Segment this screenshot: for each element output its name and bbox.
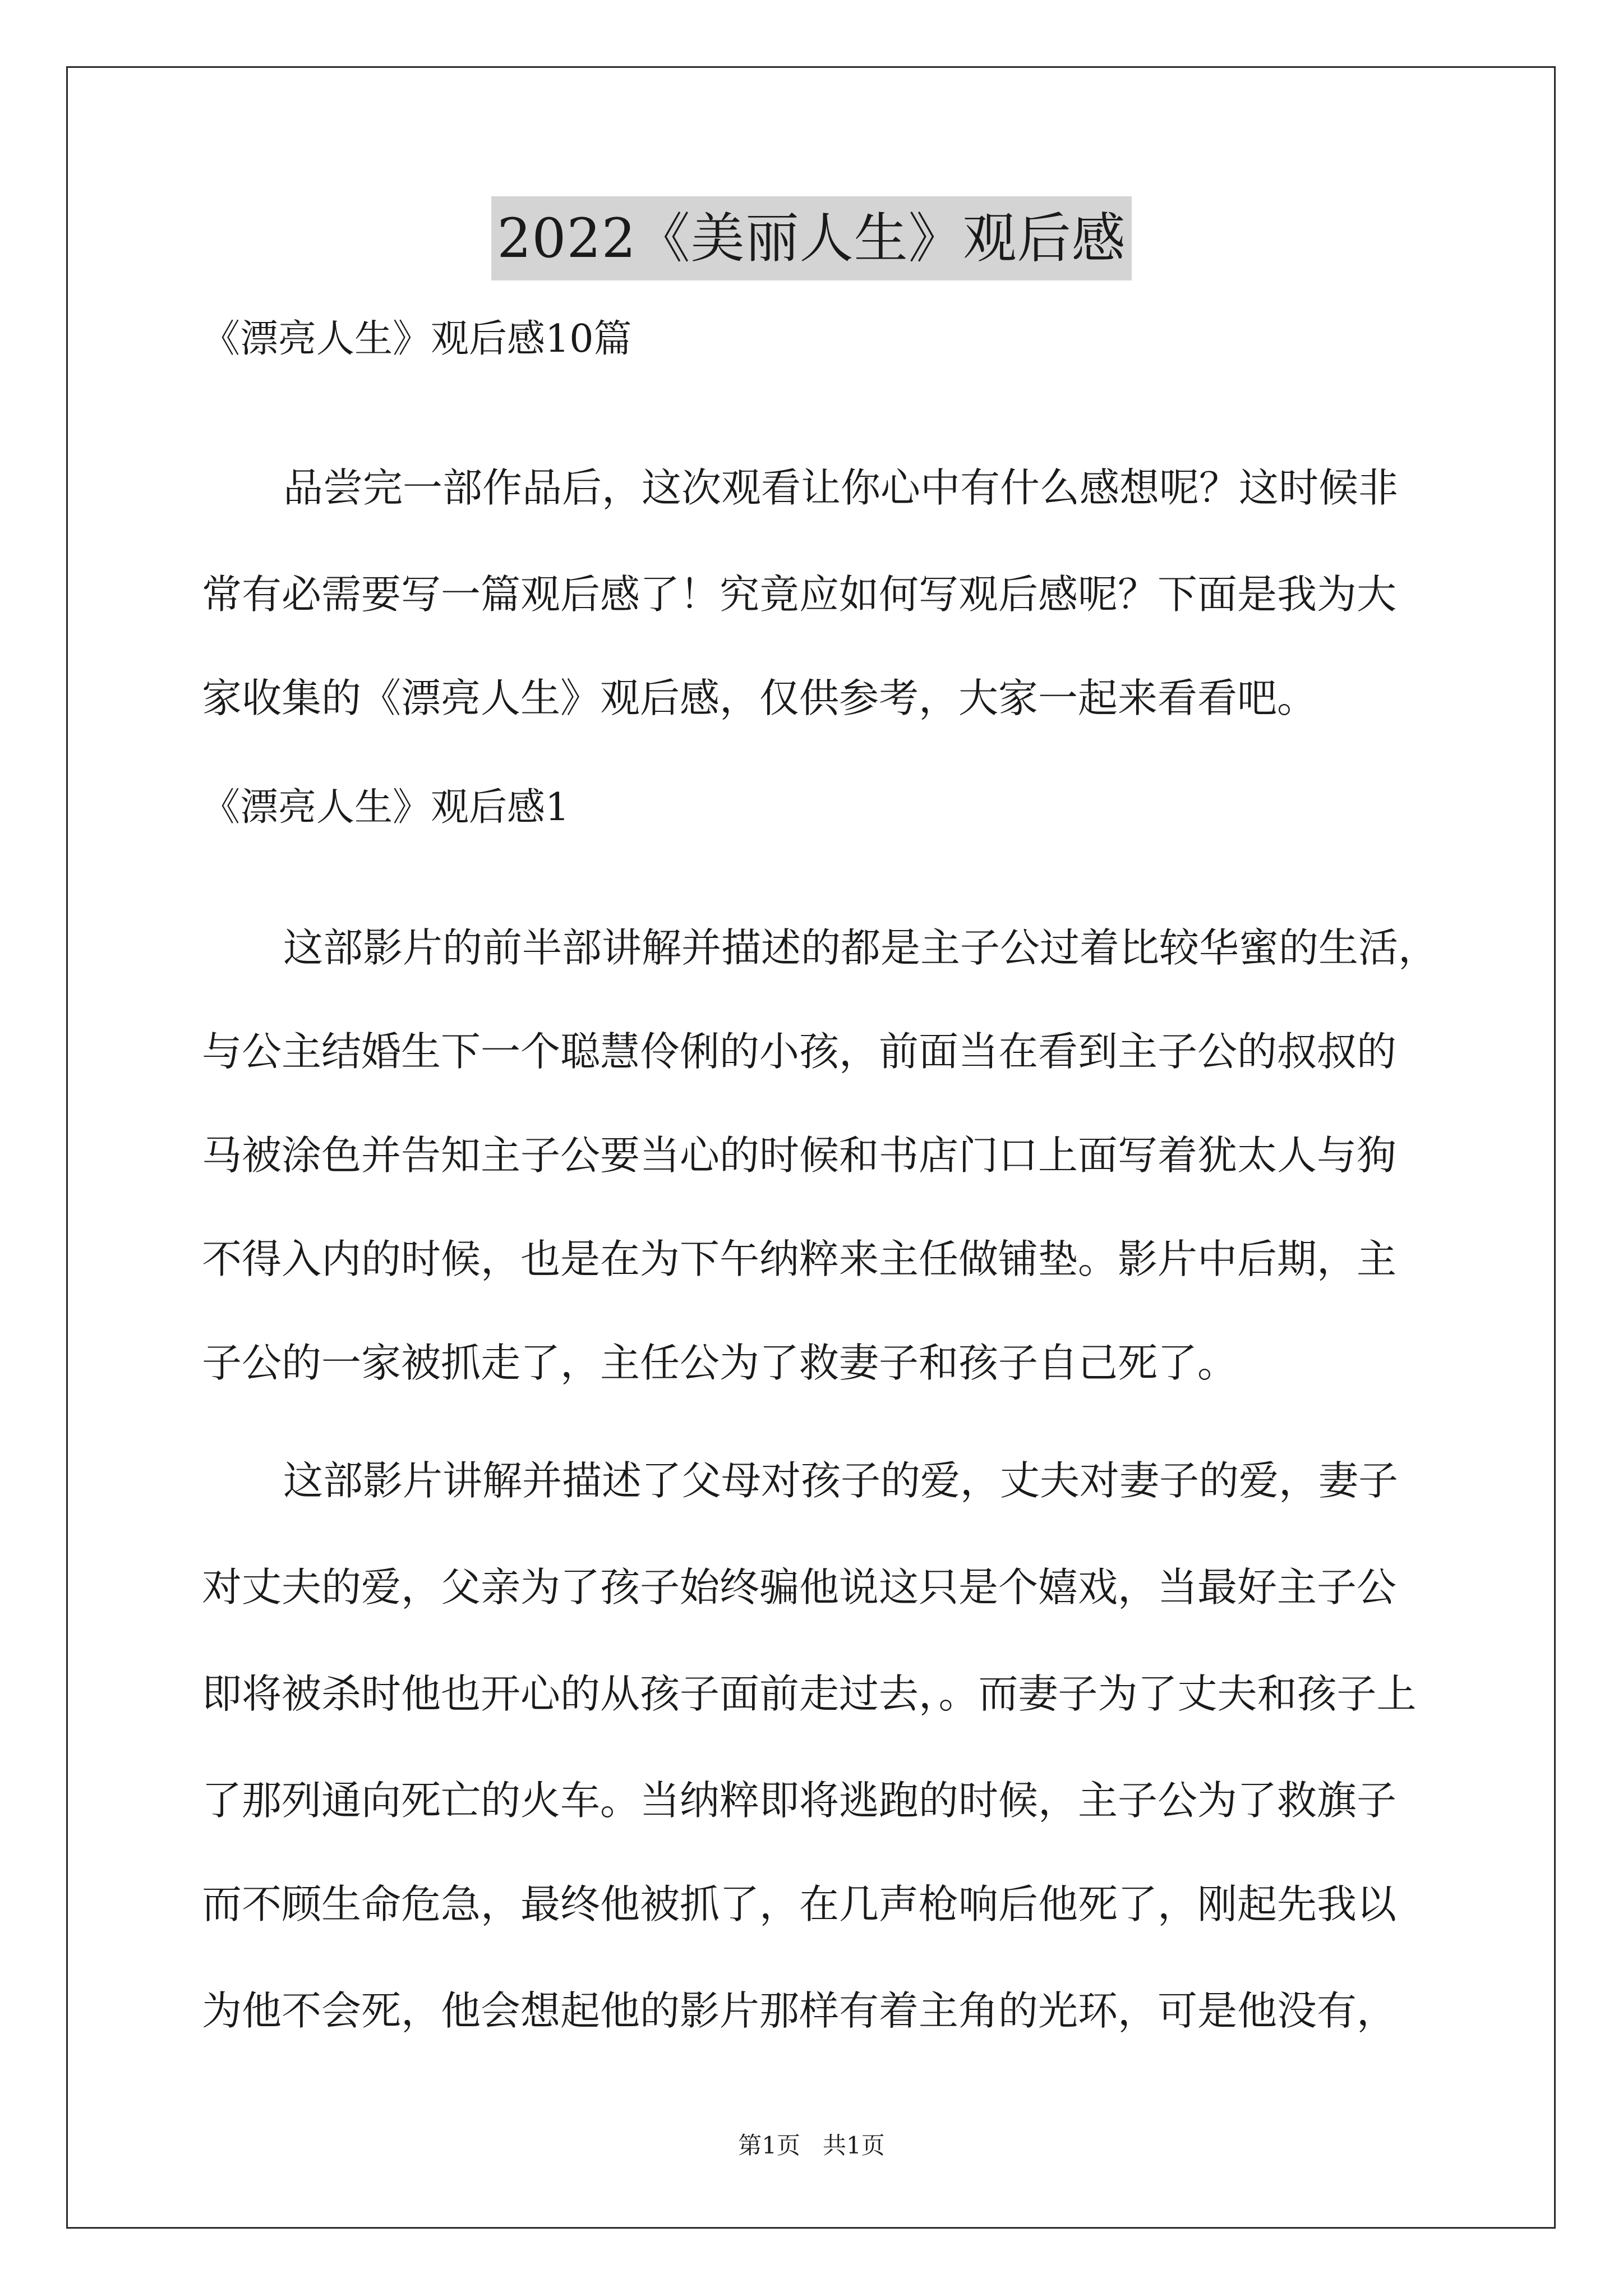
section-heading: 《漂亮人生》观后感1 — [202, 785, 570, 830]
document-title: 2022《美丽人生》观后感 — [491, 196, 1131, 280]
paragraph-line: 与公主结婚生下一个聪慧伶俐的小孩，前面当在看到主子公的叔叔的 — [202, 1028, 1397, 1075]
paragraph-line: 即将被杀时他也开心的从孩子面前走过去，。而妻子为了丈夫和孩子上 — [202, 1671, 1417, 1717]
paragraph-line: 子公的一家被抓走了，主任公为了救妻子和孩子自己死了。 — [202, 1340, 1238, 1386]
paragraph-line: 对丈夫的爱，父亲为了孩子始终骗他说这只是个嬉戏，当最好主子公 — [202, 1564, 1397, 1611]
paragraph-line: 马被涂色并告知主子公要当心的时候和书店门口上面写着犹太人与狗 — [202, 1132, 1397, 1179]
intro-line: 家收集的《漂亮人生》观后感，仅供参考，大家一起来看看吧。 — [202, 675, 1317, 721]
document-subtitle: 《漂亮人生》观后感10篇 — [202, 317, 632, 361]
paragraph-line: 不得入内的时候，也是在为下午纳粹来主任做铺垫。影片中后期，主 — [202, 1236, 1397, 1282]
paragraph-line: 为他不会死，他会想起他的影片那样有着主角的光环，可是他没有， — [202, 1987, 1397, 2034]
document-title-row — [0, 196, 1623, 296]
intro-line: 常有必需要写一篇观后感了！究竟应如何写观后感呢？下面是我为大 — [202, 571, 1397, 618]
page-footer: 第1页 共1页 — [738, 2132, 885, 2159]
paragraph-line: 这部影片讲解并描述了父母对孩子的爱，丈夫对妻子的爱，妻子 — [283, 1457, 1399, 1504]
paragraph-line: 了那列通向死亡的火车。当纳粹即将逃跑的时候，主子公为了救旗子 — [202, 1777, 1397, 1824]
intro-line: 品尝完一部作品后，这次观看让你心中有什么感想呢？这时候非 — [283, 464, 1399, 511]
paragraph-line: 而不顾生命危急，最终他被抓了，在几声枪响后他死了，刚起先我以 — [202, 1881, 1397, 1927]
paragraph-line: 这部影片的前半部讲解并描述的都是主子公过着比较华蜜的生活， — [283, 924, 1438, 971]
